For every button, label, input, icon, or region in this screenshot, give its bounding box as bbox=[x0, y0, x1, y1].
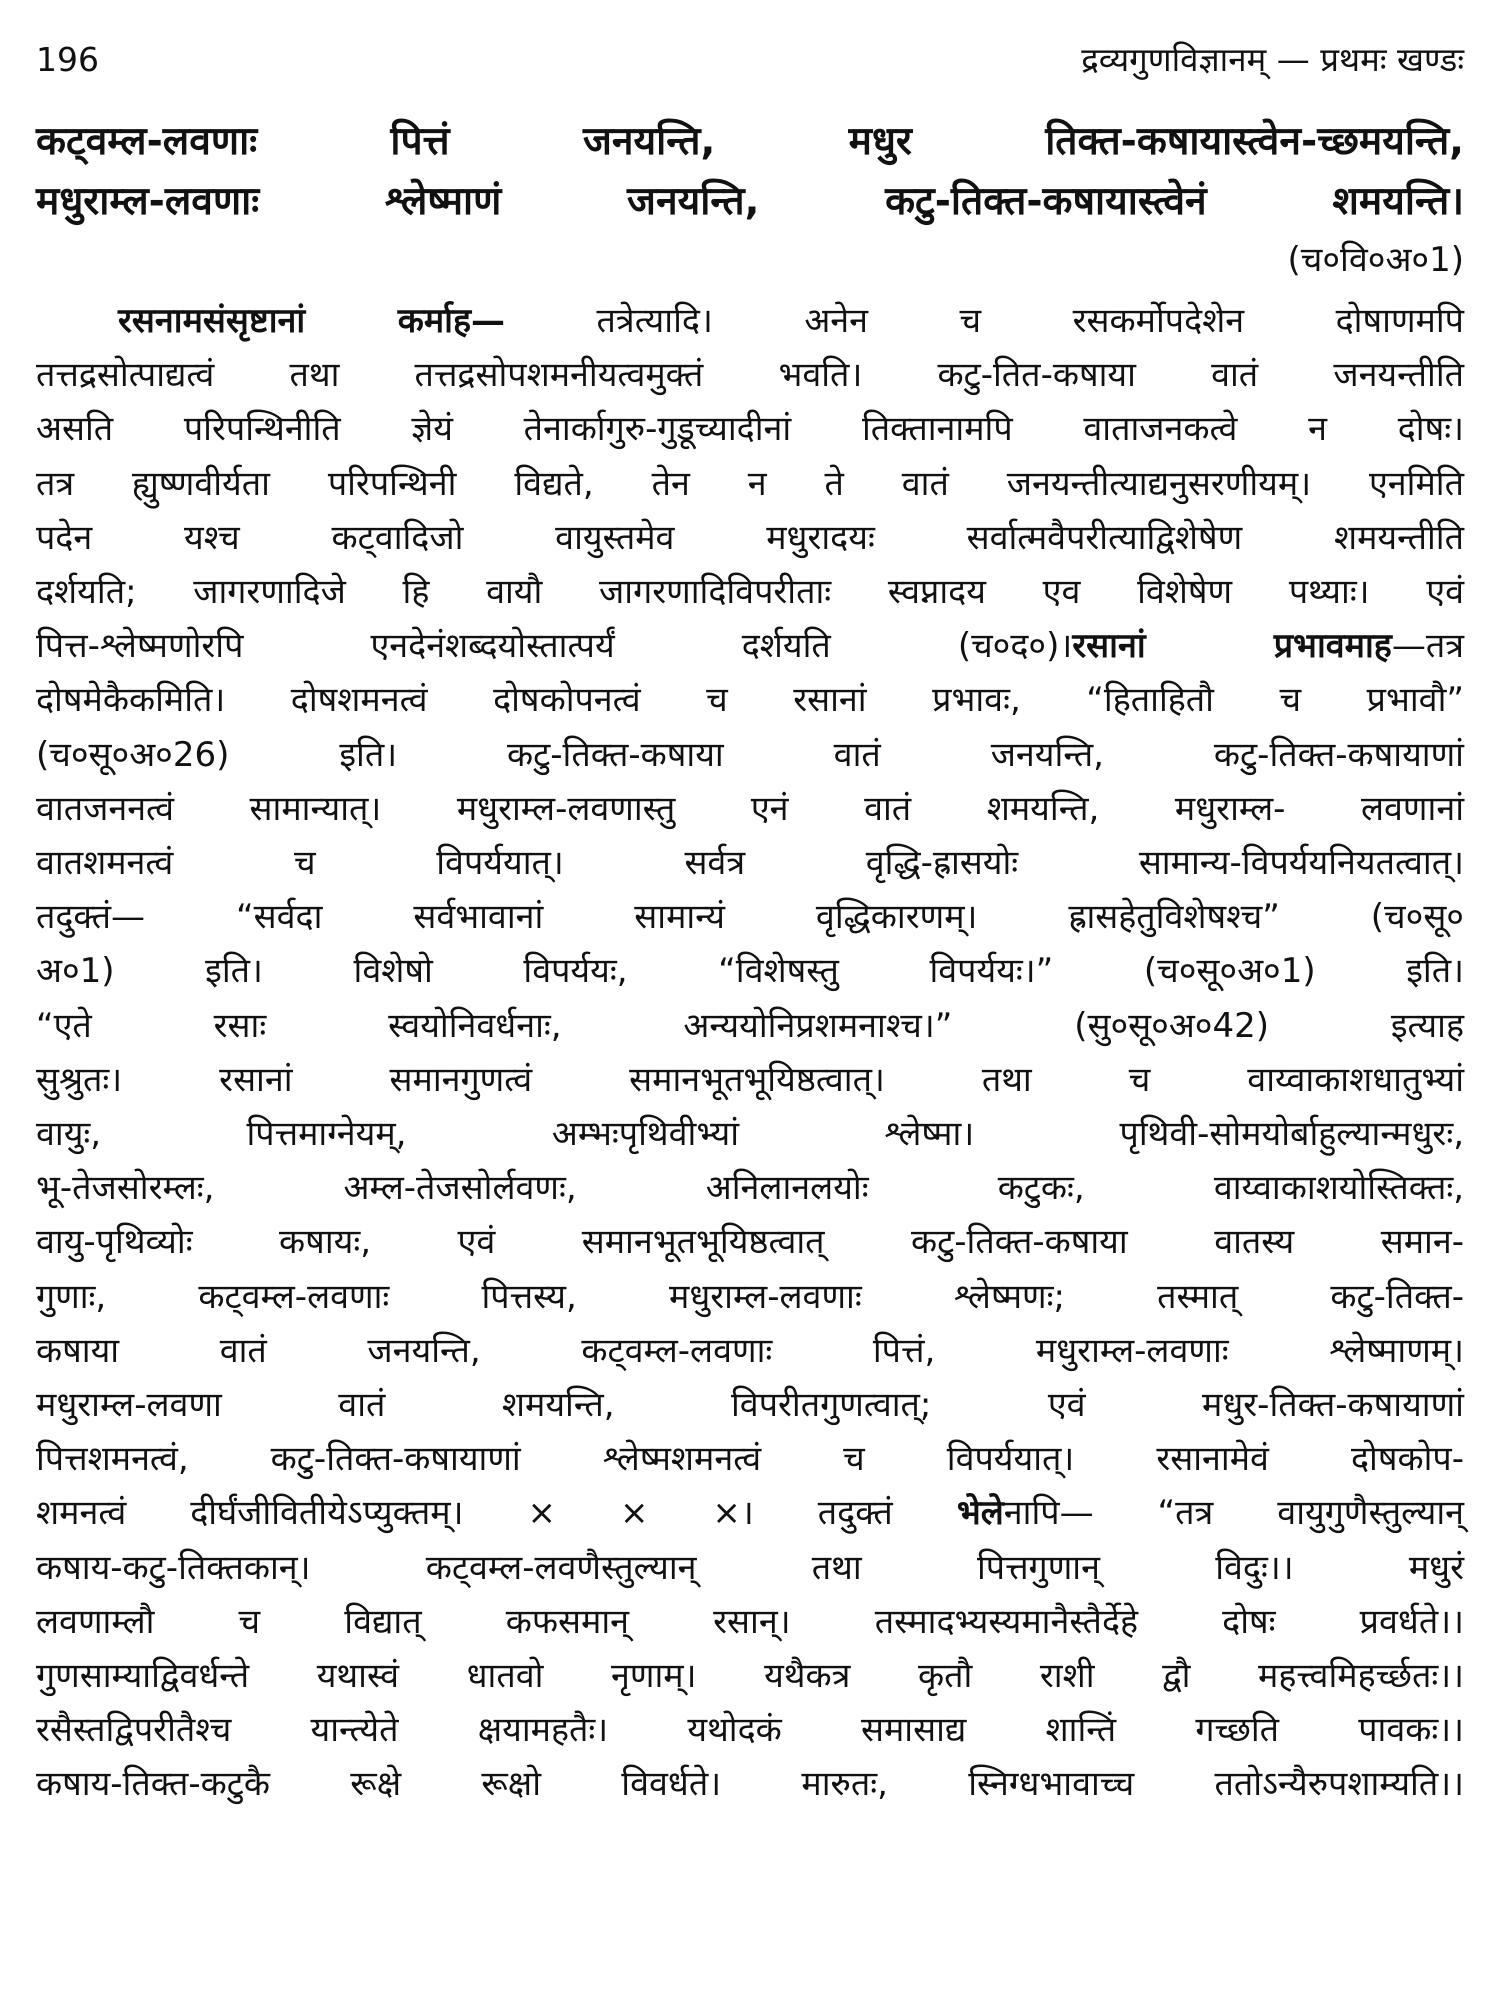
commentary-line: वातजननत्वं सामान्यात्। मधुराम्ल-लवणास्तु एनं वातं शमयन्ति, मधुराम्ल- लवणानां bbox=[36, 788, 1464, 829]
verse-citation: (च०वि०अ०1) bbox=[1287, 240, 1464, 280]
section-heading: रसनामसंसृष्टानां कर्माह— bbox=[118, 301, 506, 341]
commentary-line: रसैस्तद्विपरीतैश्च यान्त्येते क्षयामहतैः। यथोदकं समासाद्य शान्तिं गच्छति पावकः।। bbox=[36, 1710, 1464, 1751]
commentary-line: कषाय-तिक्त-कटुकै रूक्षे रूक्षो विवर्धते। मारुतः, स्निग्धभावाच्च ततोऽन्यैरुपशाम्यति।। bbox=[36, 1764, 1464, 1805]
commentary-text: तत्रेत्यादि। अनेन च रसकर्मोपदेशेन दोषाणमपि bbox=[505, 301, 1464, 341]
verse-line: कट्वम्ल-लवणाः पित्तं जनयन्ति, मधुर तिक्त-कषायास्त्वेन-च्छमयन्ति, bbox=[36, 119, 1464, 164]
commentary-line: कषाया वातं जनयन्ति, कट्वम्ल-लवणाः पित्तं, मधुराम्ल-लवणाः श्लेष्माणम्। bbox=[36, 1330, 1464, 1371]
commentary-line bbox=[36, 619, 1464, 673]
running-title: द्रव्यगुणविज्ञानम् — प्रथमः खण्डः bbox=[1081, 40, 1464, 79]
commentary-line: गुणाः, कट्वम्ल-लवणाः पित्तस्य, मधुराम्ल-लवणाः श्लेष्मणः; तस्मात् कटु-तिक्त- bbox=[36, 1276, 1464, 1317]
commentary-line: तदुक्तं— “सर्वदा सर्वभावानां सामान्यं वृद्धिकारणम्। ह्रासहेतुविशेषश्च” (च०सू० bbox=[36, 897, 1464, 938]
commentary-line bbox=[36, 1486, 1464, 1540]
commentary-line: सुश्रुतः। रसानां समानगुणत्वं समानभूतभूयिष्ठत्वात्। तथा च वाय्वाकाशधातुभ्यां bbox=[36, 1059, 1464, 1100]
commentary-line: मधुराम्ल-लवणा वातं शमयन्ति, विपरीतगुणत्वात्; एवं मधुर-तिक्त-कषायाणां bbox=[36, 1385, 1464, 1426]
commentary-line: “एते रसाः स्वयोनिवर्धनाः, अन्ययोनिप्रशमनाश्च।” (सु०सू०अ०42) इत्याह bbox=[36, 1005, 1464, 1046]
commentary-line: लवणाम्लौ च विद्यात् कफसमान् रसान्। तस्मादभ्यस्यमानैस्तैर्देहे दोषः प्रवर्धते।। bbox=[36, 1601, 1464, 1642]
commentary-block bbox=[36, 294, 1464, 1812]
page-header bbox=[36, 40, 1464, 100]
commentary-line: गुणसाम्याद्विवर्धन्ते यथास्वं धातवो नृणाम्। यथैकत्र कृतौ राशी द्वौ महत्त्वमिहर्च्छतः।। bbox=[36, 1656, 1464, 1697]
commentary-line: वायुः, पित्तमाग्नेयम्, अम्भःपृथिवीभ्यां श्लेष्मा। पृथिवी-सोमयोर्बाहुल्यान्मधुरः, bbox=[36, 1114, 1464, 1155]
commentary-line: तत्र ह्युष्णवीर्यता परिपन्थिनी विद्यते, तेन न ते वातं जनयन्तीत्याद्यनुसरणीयम्। एनमिति bbox=[36, 463, 1464, 504]
commentary-text: नापि— “तत्र वायुगुणैस्तुल्यान् bbox=[1003, 1493, 1465, 1534]
commentary-line: पित्तशमनत्वं, कटु-तिक्त-कषायाणां श्लेष्मशमनत्वं च विपर्ययात्। रसानामेवं दोषकोप- bbox=[36, 1439, 1464, 1480]
commentary-line: पदेन यश्च कट्वादिजो वायुस्तमेव मधुरादयः सर्वात्मवैपरीत्याद्विशेषेण शमयन्तीति bbox=[36, 517, 1464, 558]
commentary-text: शमनत्वं दीर्घंजीवितीयेऽप्युक्तम्। × × ×। तदुक्तं bbox=[36, 1493, 893, 1534]
commentary-line: वातशमनत्वं च विपर्ययात्। सर्वत्र वृद्धि-ह्रासयोः सामान्य-विपर्ययनियतत्वात्। bbox=[36, 843, 1464, 884]
commentary-line: असति परिपन्थिनीति ज्ञेयं तेनार्कागुरु-गुडूच्यादीनां तिक्तानामपि वाताजनकत्वे न दोषः। bbox=[36, 409, 1464, 450]
book-page bbox=[36, 40, 1464, 1960]
verse-line: मधुराम्ल-लवणाः श्लेष्माणं जनयन्ति, कटु-तिक्त-कषायास्त्वेनं शमयन्ति। bbox=[36, 179, 1464, 224]
commentary-text: —तत्र bbox=[1391, 626, 1465, 667]
section-heading: भेले bbox=[956, 1493, 1004, 1534]
section-heading: रसानां प्रभावमाह bbox=[1072, 626, 1392, 667]
commentary-line: अ०1) इति। विशेषो विपर्ययः, “विशेषस्तु विपर्ययः।” (च०सू०अ०1) इति। bbox=[36, 951, 1464, 992]
commentary-line: (च०सू०अ०26) इति। कटु-तिक्त-कषाया वातं जनयन्ति, कटु-तिक्त-कषायाणां bbox=[36, 734, 1464, 775]
commentary-line: वायु-पृथिव्योः कषायः, एवं समानभूतभूयिष्ठत्वात् कटु-तिक्त-कषाया वातस्य समान- bbox=[36, 1222, 1464, 1263]
commentary-line bbox=[36, 294, 1464, 348]
page-number: 196 bbox=[36, 40, 99, 79]
commentary-line: तत्तद्रसोत्पाद्यत्वं तथा तत्तद्रसोपशमनीयत्वमुक्तं भवति। कटु-तित-कषाया वातं जनयन्तीति bbox=[36, 355, 1465, 396]
commentary-line: दर्शयति; जागरणादिजे हि वायौ जागरणादिविपरीताः स्वप्नादय एव विशेषेण पथ्याः। एवं bbox=[36, 572, 1464, 613]
commentary-line: कषाय-कटु-तिक्तकान्। कट्वम्ल-लवणैस्तुल्यान् तथा पित्तगुणान् विदुः।। मधुरं bbox=[36, 1547, 1464, 1588]
commentary-text: पित्त-श्लेष्मणोरपि एनदेनंशब्दयोस्तात्पर्यं दर्शयति (च०द०)। bbox=[36, 626, 1073, 667]
verse-block bbox=[36, 112, 1464, 232]
commentary-line: दोषमेकैकमिति। दोषशमनत्वं दोषकोपनत्वं च रसानां प्रभावः, “हिताहितौ च प्रभावौ” bbox=[36, 680, 1464, 721]
commentary-line: भू-तेजसोरम्लः, अम्ल-तेजसोर्लवणः, अनिलानलयोः कटुकः, वाय्वाकाशयोस्तिक्तः, bbox=[36, 1168, 1464, 1209]
